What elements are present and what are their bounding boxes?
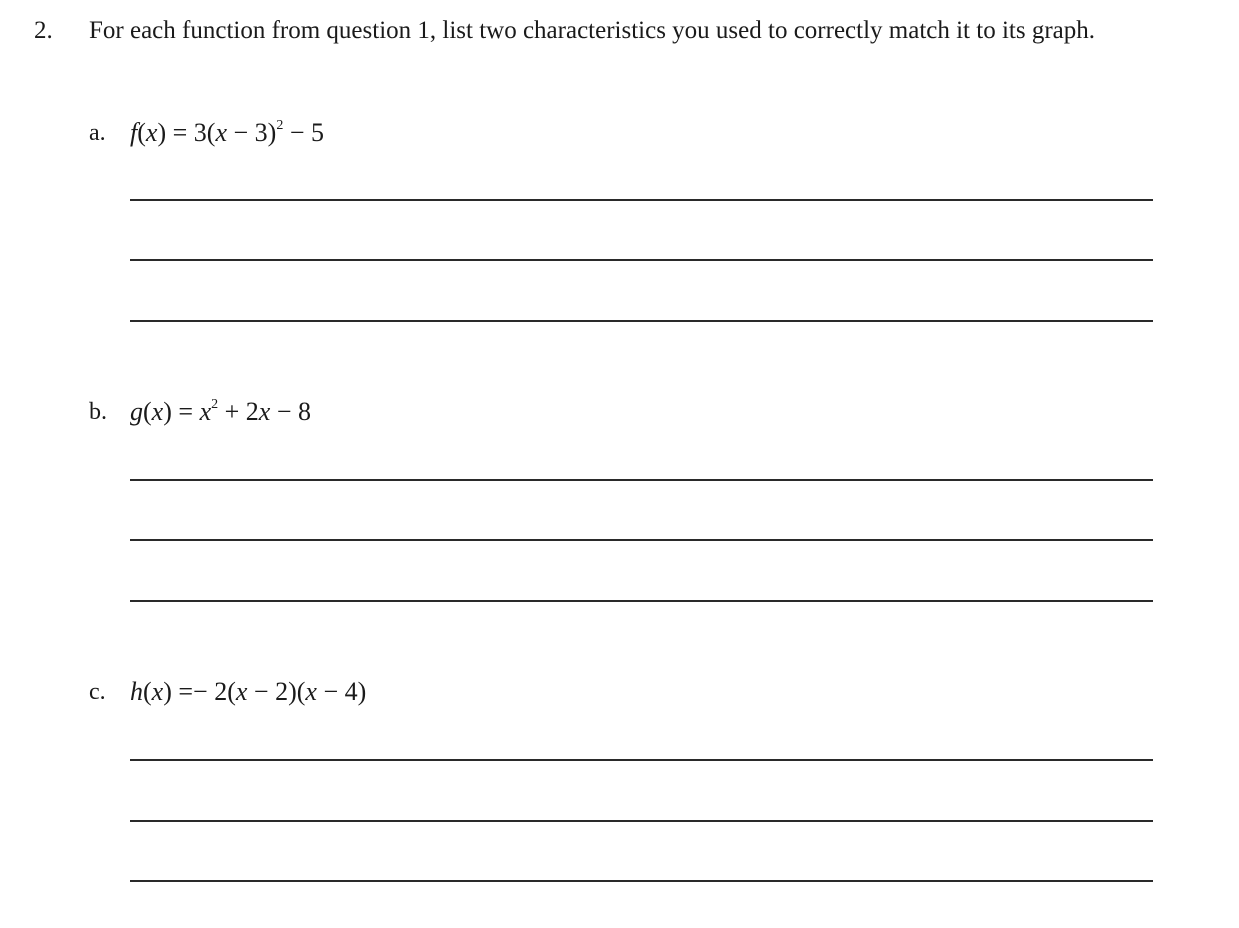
exponent: 2 bbox=[211, 397, 219, 412]
question-text: For each function from question 1, list two characteristics you used to correctly match it to its graph. bbox=[89, 17, 1095, 44]
question-number: 2. bbox=[34, 17, 53, 44]
formula-rhs-part: − 2)( bbox=[247, 677, 306, 706]
part-b-label: b. bbox=[89, 399, 107, 425]
answer-line[interactable] bbox=[130, 880, 1153, 882]
variable: x bbox=[235, 677, 248, 706]
answer-line[interactable] bbox=[130, 259, 1153, 261]
part-a-formula bbox=[130, 118, 324, 148]
formula-rhs-part: − 8 bbox=[270, 397, 311, 426]
paren: ( bbox=[143, 677, 152, 706]
part-a-label: a. bbox=[89, 120, 106, 146]
answer-line[interactable] bbox=[130, 600, 1153, 602]
paren: ) bbox=[157, 118, 167, 147]
paren: ( bbox=[137, 118, 146, 147]
formula-rhs-part: − 4) bbox=[316, 677, 367, 706]
formula-rhs-part: + 2 bbox=[218, 397, 259, 426]
function-name: h bbox=[130, 677, 143, 706]
function-name: g bbox=[130, 397, 143, 426]
formula-rhs-part: − 3) bbox=[227, 118, 277, 147]
part-c-formula bbox=[130, 677, 366, 707]
function-name: f bbox=[130, 118, 138, 147]
exponent: 2 bbox=[276, 118, 284, 133]
part-b-formula bbox=[130, 397, 311, 427]
answer-line[interactable] bbox=[130, 199, 1153, 201]
variable: x bbox=[305, 677, 317, 706]
answer-line[interactable] bbox=[130, 759, 1153, 761]
variable: x bbox=[145, 118, 158, 147]
part-c-label: c. bbox=[89, 679, 106, 705]
paren: ( bbox=[143, 397, 152, 426]
variable: x bbox=[151, 397, 164, 426]
formula-rhs-part: − 5 bbox=[283, 118, 324, 147]
variable: x bbox=[151, 677, 164, 706]
paren: ) bbox=[163, 677, 172, 706]
variable: x bbox=[199, 397, 212, 426]
variable: x bbox=[215, 118, 227, 147]
answer-line[interactable] bbox=[130, 820, 1153, 822]
formula-rhs-part: =− 2( bbox=[171, 677, 236, 706]
variable: x bbox=[258, 397, 271, 426]
formula-rhs-part: = 3( bbox=[166, 118, 216, 147]
paren: ) bbox=[163, 397, 172, 426]
answer-line[interactable] bbox=[130, 320, 1153, 322]
answer-line[interactable] bbox=[130, 479, 1153, 481]
answer-line[interactable] bbox=[130, 539, 1153, 541]
formula-rhs-part: = bbox=[171, 397, 200, 426]
